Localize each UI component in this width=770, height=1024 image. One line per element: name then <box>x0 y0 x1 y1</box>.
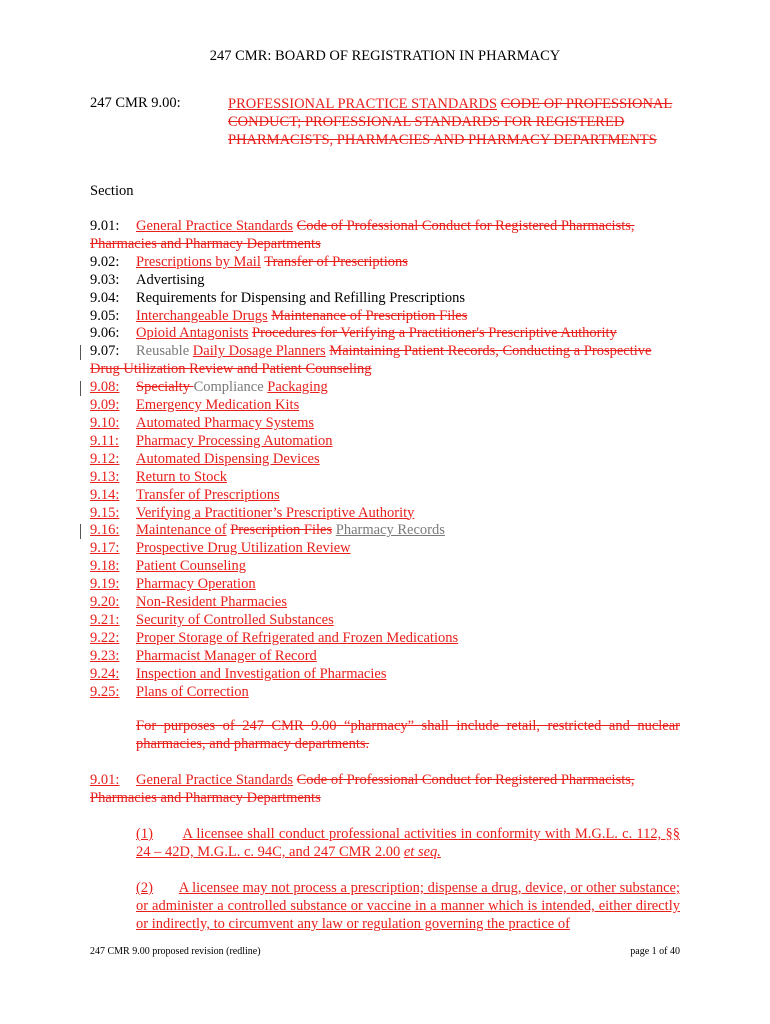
toc-moved-text: Compliance <box>193 379 264 396</box>
toc-number: 9.14: <box>90 486 120 503</box>
toc-number: 9.23: <box>90 647 120 664</box>
toc-item <box>90 379 682 397</box>
table-of-contents <box>90 218 682 701</box>
toc-inserted-text: Return to Stock <box>136 468 228 485</box>
toc-number: 9.03: <box>90 271 120 288</box>
toc-number: 9.12: <box>90 450 120 467</box>
toc-number: 9.15: <box>90 504 120 521</box>
toc-number: 9.06: <box>90 325 120 342</box>
toc-number: 9.18: <box>90 558 120 575</box>
toc-item <box>90 308 682 326</box>
toc-item <box>90 415 682 433</box>
toc-unchanged-text: Requirements for Dispensing and Refilling Prescriptions <box>136 289 466 306</box>
section-number: 9.01: <box>90 772 120 788</box>
toc-number: 9.19: <box>90 576 120 593</box>
paragraph-1-text: A licensee shall conduct professional activities in conformity with M.G.L. c. 112, §§ 24 – 42D, M.G.L. c. 94C, and 247 CMR 2.00 <box>136 826 680 860</box>
toc-item <box>90 648 682 666</box>
toc-moved-text: Pharmacy Records <box>335 522 445 539</box>
toc-moved-text: Reusable <box>136 343 190 360</box>
toc-inserted-text: Verifying a Practitioner’s Prescriptive Authority <box>136 504 415 521</box>
toc-deleted-text: Specialty <box>136 379 194 396</box>
toc-number: 9.05: <box>90 307 120 324</box>
toc-item <box>90 451 682 469</box>
toc-number: 9.10: <box>90 414 120 431</box>
toc-number: 9.16: <box>90 522 120 539</box>
toc-inserted-text: Emergency Medication Kits <box>136 397 300 414</box>
toc-number: 9.22: <box>90 629 120 646</box>
toc-inserted-text: Proper Storage of Refrigerated and Frozen Medications <box>136 629 459 646</box>
toc-number: 9.08: <box>90 379 120 396</box>
toc-item <box>90 487 682 505</box>
deleted-title: CODE OF PROFESSIONAL CONDUCT; PROFESSIONAL STANDARDS FOR REGISTERED PHARMACISTS, PHARMACIES AND PHARMACY DEPARTMENTS <box>228 96 673 148</box>
purpose-paragraph <box>136 717 680 753</box>
toc-deleted-text: Maintenance of Prescription Files <box>271 307 468 324</box>
toc-item <box>90 576 682 594</box>
inserted-section-title: General Practice Standards <box>136 772 294 788</box>
toc-number: 9.17: <box>90 540 120 557</box>
toc-item <box>90 558 682 576</box>
toc-inserted-text: Automated Pharmacy Systems <box>136 414 315 431</box>
toc-item <box>90 666 682 684</box>
toc-item <box>90 684 682 702</box>
toc-item <box>90 397 682 415</box>
toc-item <box>90 218 682 254</box>
toc-inserted-text: Prospective Drug Utilization Review <box>136 540 351 557</box>
footer-document-label: 247 CMR 9.00 proposed revision (redline) <box>90 946 261 957</box>
paragraph-2 <box>136 879 680 933</box>
toc-item <box>90 469 682 487</box>
toc-number: 9.11: <box>90 432 119 449</box>
toc-inserted-text: General Practice Standards <box>136 218 294 234</box>
toc-number: 9.07: <box>90 343 120 360</box>
section-901-heading <box>90 771 680 807</box>
paragraph-2-text: A licensee may not process a prescription; dispense a drug, device, or other substance; or administer a controlled substance or vaccine in a manner which is intended, either directly or indirectly, to circumvent any law or regulation governing the practice of <box>136 880 680 932</box>
toc-inserted-text: Plans of Correction <box>136 683 249 700</box>
toc-number: 9.01: <box>90 218 120 234</box>
toc-item <box>90 630 682 648</box>
toc-item <box>90 505 682 523</box>
toc-number: 9.13: <box>90 468 120 485</box>
paragraph-1 <box>136 825 680 861</box>
toc-inserted-text: Patient Counseling <box>136 558 246 575</box>
toc-inserted-text: Maintenance of <box>136 522 227 539</box>
toc-item <box>90 540 682 558</box>
toc-deleted-text: Procedures for Verifying a Practitioner's Prescriptive Authority <box>252 325 617 342</box>
toc-number: 9.21: <box>90 611 120 628</box>
toc-number: 9.02: <box>90 253 120 270</box>
toc-number: 9.25: <box>90 683 120 700</box>
toc-item <box>90 325 682 343</box>
paragraph-1-italic: et seq. <box>403 844 441 860</box>
toc-item <box>90 433 682 451</box>
document-title: 247 CMR: BOARD OF REGISTRATION IN PHARMACY <box>209 48 561 64</box>
inserted-title: PROFESSIONAL PRACTICE STANDARDS <box>228 96 498 112</box>
toc-inserted-text: Transfer of Prescriptions <box>136 486 280 503</box>
deleted-purpose-text: For purposes of 247 CMR 9.00 “pharmacy” shall include retail, restricted and nuclear pharmacies, and pharmacy departments. <box>136 718 680 752</box>
toc-inserted-text: Opioid Antagonists <box>136 325 249 342</box>
toc-number: 9.04: <box>90 289 120 306</box>
change-bar <box>80 524 81 539</box>
toc-item <box>90 272 682 290</box>
toc-inserted-text: Inspection and Investigation of Pharmacies <box>136 665 387 682</box>
toc-deleted-text: Transfer of Prescriptions <box>264 253 408 270</box>
toc-number: 9.24: <box>90 665 120 682</box>
section-label: Section <box>90 183 134 199</box>
footer-page-number: page 1 of 40 <box>630 946 680 957</box>
regulation-title <box>228 95 680 149</box>
toc-item <box>90 343 682 379</box>
toc-inserted-text: Automated Dispensing Devices <box>136 450 320 467</box>
toc-inserted-text: Non-Resident Pharmacies <box>136 594 288 611</box>
toc-inserted-text: Security of Controlled Substances <box>136 611 334 628</box>
deleted-section-title: Code of Professional Conduct for Registered Pharmacists, Pharmacies and Pharmacy Departments <box>90 772 635 806</box>
paragraph-1-label: (1) <box>136 826 153 842</box>
regulation-number: 247 CMR 9.00: <box>90 95 181 111</box>
toc-inserted-text: Prescriptions by Mail <box>136 253 261 270</box>
toc-item <box>90 254 682 272</box>
toc-inserted-text: Packaging <box>267 379 328 396</box>
toc-deleted-text: Prescription Files <box>230 522 333 539</box>
paragraph-2-label: (2) <box>136 880 153 896</box>
change-bar <box>80 381 81 396</box>
toc-item <box>90 522 682 540</box>
toc-deleted-text: Maintaining Patient Records, Conducting a Prospective Drug Utilization Review and Patient Counseling <box>90 343 652 378</box>
toc-item <box>90 612 682 630</box>
change-bar <box>80 345 81 360</box>
toc-item <box>90 290 682 308</box>
toc-unchanged-text: Advertising <box>136 271 205 288</box>
toc-inserted-text: Pharmacist Manager of Record <box>136 647 317 664</box>
toc-item <box>90 594 682 612</box>
toc-inserted-text: Interchangeable Drugs <box>136 307 268 324</box>
toc-number: 9.09: <box>90 397 120 414</box>
toc-inserted-text: Daily Dosage Planners <box>192 343 326 360</box>
toc-deleted-text: Code of Professional Conduct for Registered Pharmacists, Pharmacies and Pharmacy Departments <box>90 218 635 252</box>
toc-number: 9.20: <box>90 594 120 611</box>
toc-inserted-text: Pharmacy Operation <box>136 576 256 593</box>
toc-inserted-text: Pharmacy Processing Automation <box>136 432 333 449</box>
